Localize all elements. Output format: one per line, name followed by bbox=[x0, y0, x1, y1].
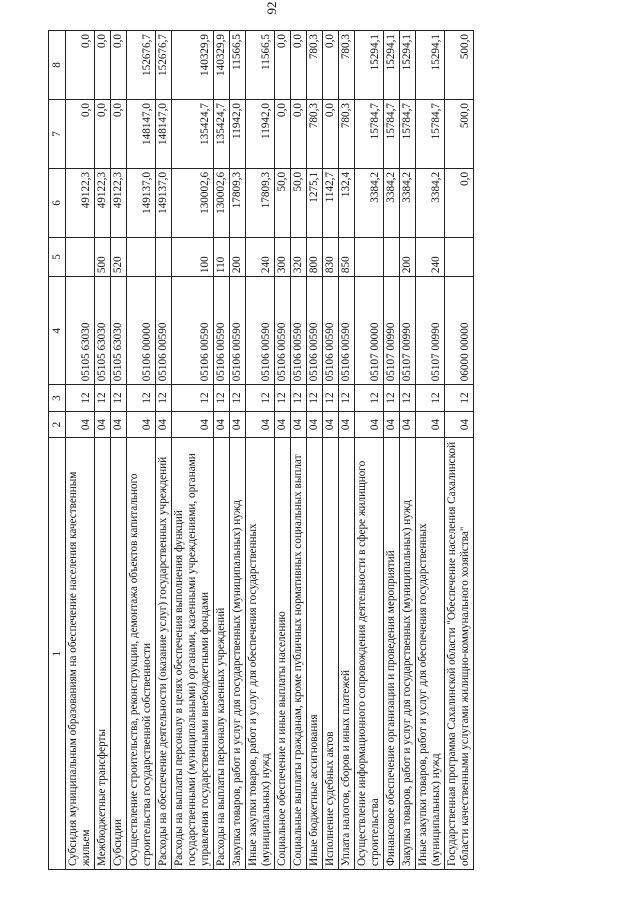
table-row bbox=[246, 31, 275, 870]
cell-c6: 17809,3 bbox=[246, 168, 275, 237]
cell-c4: 05106 00590 bbox=[214, 277, 230, 385]
table-row bbox=[172, 31, 214, 870]
cell-name: Расходы на выплаты персоналу казенных учреждений bbox=[214, 438, 230, 870]
table-row bbox=[127, 31, 156, 870]
column-header: 3 bbox=[49, 385, 66, 412]
table-row bbox=[355, 31, 384, 870]
cell-c4: 05107 00000 bbox=[355, 277, 384, 385]
table-row bbox=[416, 31, 445, 870]
cell-c8: 15294,1 bbox=[384, 31, 400, 100]
cell-c2: 04 bbox=[111, 411, 127, 438]
table-row bbox=[445, 31, 474, 870]
cell-c3: 12 bbox=[127, 385, 156, 412]
cell-c4: 05105 63030 bbox=[66, 277, 95, 385]
cell-c5: 830 bbox=[323, 237, 339, 276]
cell-c2: 04 bbox=[66, 411, 95, 438]
cell-c2: 04 bbox=[246, 411, 275, 438]
cell-c4: 05105 63030 bbox=[95, 277, 111, 385]
column-header: 4 bbox=[49, 277, 66, 385]
column-header: 1 bbox=[49, 438, 66, 870]
cell-c7: 15784,7 bbox=[416, 99, 445, 168]
cell-c3: 12 bbox=[172, 385, 214, 412]
cell-c6: 1142,7 bbox=[323, 168, 339, 237]
cell-c4: 06000 00000 bbox=[445, 277, 474, 385]
cell-c7: 0,0 bbox=[275, 99, 291, 168]
cell-name: Государственная программа Сахалинской области "Обеспечение населения Сахалинской области качественными услугами жилищно-коммунального хозяйства" bbox=[445, 438, 474, 870]
cell-c5 bbox=[355, 237, 384, 276]
cell-c4: 05106 00590 bbox=[291, 277, 307, 385]
cell-c7: 11942,0 bbox=[230, 99, 246, 168]
cell-c7: 0,0 bbox=[95, 99, 111, 168]
cell-c3: 12 bbox=[111, 385, 127, 412]
cell-c6: 3384,2 bbox=[355, 168, 384, 237]
cell-c6: 50,0 bbox=[275, 168, 291, 237]
cell-c2: 04 bbox=[230, 411, 246, 438]
cell-c6: 49122,3 bbox=[66, 168, 95, 237]
table-row bbox=[275, 31, 291, 870]
cell-c2: 04 bbox=[214, 411, 230, 438]
cell-c7: 15784,7 bbox=[384, 99, 400, 168]
table-body bbox=[66, 31, 474, 870]
cell-c4: 05106 00000 bbox=[127, 277, 156, 385]
cell-c8: 0,0 bbox=[66, 31, 95, 100]
header-row bbox=[49, 31, 66, 870]
cell-c3: 12 bbox=[66, 385, 95, 412]
cell-c7: 135424,7 bbox=[172, 99, 214, 168]
cell-c4: 05106 00590 bbox=[307, 277, 323, 385]
cell-c3: 12 bbox=[156, 385, 172, 412]
cell-c3: 12 bbox=[307, 385, 323, 412]
cell-c4: 05107 00990 bbox=[384, 277, 400, 385]
table-row bbox=[214, 31, 230, 870]
cell-c6: 0,0 bbox=[445, 168, 474, 237]
cell-c8: 0,0 bbox=[291, 31, 307, 100]
cell-c6: 149137,0 bbox=[156, 168, 172, 237]
cell-c8: 15294,1 bbox=[416, 31, 445, 100]
column-header: 2 bbox=[49, 411, 66, 438]
cell-name: Исполнение судебных актов bbox=[323, 438, 339, 870]
cell-c6: 3384,2 bbox=[416, 168, 445, 237]
cell-c8: 11566,5 bbox=[246, 31, 275, 100]
cell-c6: 49122,3 bbox=[95, 168, 111, 237]
cell-c5: 110 bbox=[214, 237, 230, 276]
cell-c6: 132,4 bbox=[339, 168, 355, 237]
cell-name: Иные бюджетные ассигнования bbox=[307, 438, 323, 870]
cell-c6: 130002,6 bbox=[214, 168, 230, 237]
cell-c7: 780,3 bbox=[307, 99, 323, 168]
cell-c2: 04 bbox=[400, 411, 416, 438]
page-number: 92 bbox=[264, 1, 279, 15]
cell-c5: 520 bbox=[111, 237, 127, 276]
cell-c8: 140329,9 bbox=[214, 31, 230, 100]
cell-c8: 152676,7 bbox=[156, 31, 172, 100]
cell-c4: 05106 00590 bbox=[172, 277, 214, 385]
cell-c6: 130002,6 bbox=[172, 168, 214, 237]
cell-c3: 12 bbox=[95, 385, 111, 412]
table-row bbox=[230, 31, 246, 870]
cell-c4: 05106 00590 bbox=[275, 277, 291, 385]
cell-c3: 12 bbox=[230, 385, 246, 412]
cell-c2: 04 bbox=[95, 411, 111, 438]
cell-c7: 0,0 bbox=[111, 99, 127, 168]
cell-name: Финансовое обеспечение организации и проведения мероприятий bbox=[384, 438, 400, 870]
cell-c7: 15784,7 bbox=[400, 99, 416, 168]
cell-c3: 12 bbox=[400, 385, 416, 412]
cell-c5: 240 bbox=[246, 237, 275, 276]
cell-c8: 0,0 bbox=[95, 31, 111, 100]
cell-name: Социальные выплаты гражданам, кроме публичных нормативных социальных выплат bbox=[291, 438, 307, 870]
cell-c3: 12 bbox=[445, 385, 474, 412]
cell-c8: 11566,5 bbox=[230, 31, 246, 100]
cell-c7: 0,0 bbox=[66, 99, 95, 168]
column-header: 6 bbox=[49, 168, 66, 237]
table-row bbox=[400, 31, 416, 870]
cell-c6: 149137,0 bbox=[127, 168, 156, 237]
cell-c7: 148147,0 bbox=[156, 99, 172, 168]
cell-name: Субсидии bbox=[111, 438, 127, 870]
cell-c5 bbox=[66, 237, 95, 276]
cell-name: Уплата налогов, сборов и иных платежей bbox=[339, 438, 355, 870]
cell-c5 bbox=[445, 237, 474, 276]
cell-name: Межбюджетные трансферты bbox=[95, 438, 111, 870]
cell-c2: 04 bbox=[291, 411, 307, 438]
table-row bbox=[307, 31, 323, 870]
cell-c6: 50,0 bbox=[291, 168, 307, 237]
table-row bbox=[111, 31, 127, 870]
column-header: 5 bbox=[49, 237, 66, 276]
cell-c6: 3384,2 bbox=[384, 168, 400, 237]
cell-c2: 04 bbox=[323, 411, 339, 438]
cell-c3: 12 bbox=[214, 385, 230, 412]
cell-name: Субсидия муниципальным образованиям на обеспечение населения качественным жильем bbox=[66, 438, 95, 870]
cell-c8: 0,0 bbox=[275, 31, 291, 100]
cell-c5: 100 bbox=[172, 237, 214, 276]
cell-c5: 240 bbox=[416, 237, 445, 276]
cell-c3: 12 bbox=[323, 385, 339, 412]
cell-c3: 12 bbox=[339, 385, 355, 412]
cell-c3: 12 bbox=[246, 385, 275, 412]
cell-c6: 17809,3 bbox=[230, 168, 246, 237]
cell-c2: 04 bbox=[416, 411, 445, 438]
cell-c4: 05107 00990 bbox=[400, 277, 416, 385]
cell-c3: 12 bbox=[291, 385, 307, 412]
cell-c2: 04 bbox=[307, 411, 323, 438]
table-row bbox=[384, 31, 400, 870]
cell-c4: 05106 00590 bbox=[323, 277, 339, 385]
cell-c5: 200 bbox=[400, 237, 416, 276]
cell-c5: 300 bbox=[275, 237, 291, 276]
table-row bbox=[66, 31, 95, 870]
cell-c5 bbox=[127, 237, 156, 276]
cell-c2: 04 bbox=[384, 411, 400, 438]
cell-name: Закупка товаров, работ и услуг для государственных (муниципальных) нужд bbox=[230, 438, 246, 870]
cell-c4: 05106 00590 bbox=[230, 277, 246, 385]
table-row bbox=[291, 31, 307, 870]
cell-c8: 15294,1 bbox=[355, 31, 384, 100]
cell-c5 bbox=[384, 237, 400, 276]
table-row bbox=[339, 31, 355, 870]
cell-c7: 0,0 bbox=[323, 99, 339, 168]
cell-c2: 04 bbox=[275, 411, 291, 438]
cell-c2: 04 bbox=[355, 411, 384, 438]
cell-c4: 05107 00990 bbox=[416, 277, 445, 385]
cell-name: Социальное обеспечение и иные выплаты населению bbox=[275, 438, 291, 870]
column-header: 7 bbox=[49, 99, 66, 168]
cell-c3: 12 bbox=[275, 385, 291, 412]
table-row bbox=[95, 31, 111, 870]
cell-c3: 12 bbox=[416, 385, 445, 412]
cell-name: Иные закупки товаров, работ и услуг для обеспечения государственных (муниципальных) нужд bbox=[246, 438, 275, 870]
cell-c3: 12 bbox=[355, 385, 384, 412]
cell-c2: 04 bbox=[127, 411, 156, 438]
cell-c4: 05105 63030 bbox=[111, 277, 127, 385]
cell-c8: 0,0 bbox=[323, 31, 339, 100]
cell-c8: 140329,9 bbox=[172, 31, 214, 100]
cell-name: Осуществление строительства, реконструкции, демонтажа объектов капитального строительства государственной собственности bbox=[127, 438, 156, 870]
cell-name: Осуществление информационного сопровождения деятельности в сфере жилищного строительства bbox=[355, 438, 384, 870]
cell-c5: 500 bbox=[95, 237, 111, 276]
table-row bbox=[156, 31, 172, 870]
cell-c7: 15784,7 bbox=[355, 99, 384, 168]
cell-c5: 800 bbox=[307, 237, 323, 276]
cell-name: Расходы на обеспечение деятельности (оказание услуг) государственных учреждений bbox=[156, 438, 172, 870]
cell-c5: 200 bbox=[230, 237, 246, 276]
cell-c4: 05106 00590 bbox=[246, 277, 275, 385]
cell-c8: 15294,1 bbox=[400, 31, 416, 100]
cell-c7: 780,3 bbox=[339, 99, 355, 168]
cell-name: Закупка товаров, работ и услуг для государственных (муниципальных) нужд bbox=[400, 438, 416, 870]
cell-c7: 11942,0 bbox=[246, 99, 275, 168]
cell-c7: 148147,0 bbox=[127, 99, 156, 168]
cell-c7: 500,0 bbox=[445, 99, 474, 168]
cell-c5: 850 bbox=[339, 237, 355, 276]
cell-c8: 0,0 bbox=[111, 31, 127, 100]
cell-c8: 152676,7 bbox=[127, 31, 156, 100]
cell-c8: 780,3 bbox=[307, 31, 323, 100]
cell-c2: 04 bbox=[445, 411, 474, 438]
cell-c2: 04 bbox=[172, 411, 214, 438]
cell-c6: 3384,2 bbox=[400, 168, 416, 237]
column-header: 8 bbox=[49, 31, 66, 100]
cell-c2: 04 bbox=[156, 411, 172, 438]
cell-c3: 12 bbox=[384, 385, 400, 412]
cell-c8: 780,3 bbox=[339, 31, 355, 100]
rotated-table-container bbox=[48, 30, 628, 870]
budget-table bbox=[48, 30, 474, 870]
cell-name: Иные закупки товаров, работ и услуг для обеспечения государственных (муниципальных) нужд bbox=[416, 438, 445, 870]
cell-c6: 1275,1 bbox=[307, 168, 323, 237]
cell-name: Расходы на выплаты персоналу в целях обеспечения выполнения функций государственными (муниципальными) органами, казенными учреждениями, органами управления государственными внебюджетными фондами bbox=[172, 438, 214, 870]
cell-c2: 04 bbox=[339, 411, 355, 438]
cell-c4: 05106 00590 bbox=[339, 277, 355, 385]
cell-c7: 0,0 bbox=[291, 99, 307, 168]
table-row bbox=[323, 31, 339, 870]
cell-c5 bbox=[156, 237, 172, 276]
cell-c4: 05106 00590 bbox=[156, 277, 172, 385]
cell-c7: 135424,7 bbox=[214, 99, 230, 168]
cell-c8: 500,0 bbox=[445, 31, 474, 100]
cell-c6: 49122,3 bbox=[111, 168, 127, 237]
cell-c5: 320 bbox=[291, 237, 307, 276]
